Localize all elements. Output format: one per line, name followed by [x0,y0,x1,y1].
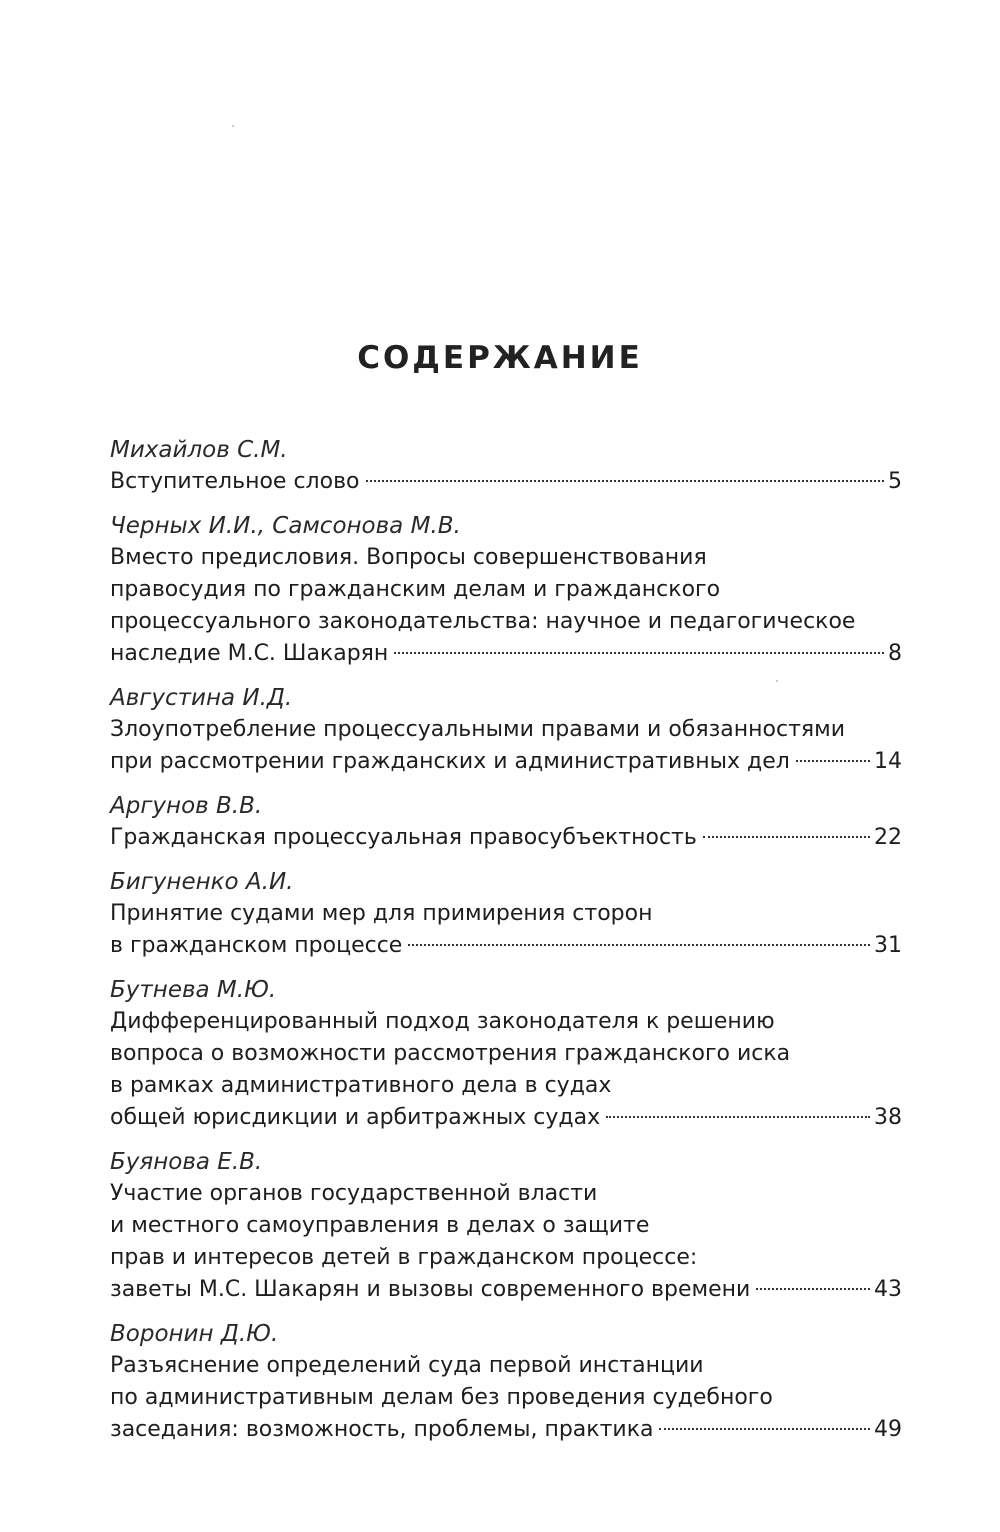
toc-entry [110,434,902,498]
toc-entry-author: Черных И.И., Самсонова М.В. [110,513,461,539]
toc-entry-title-last-line [110,822,902,854]
toc-entry-page-number: 8 [888,641,902,666]
toc-entry [110,974,902,1134]
toc-entry-title-text: Гражданская процессуальная правосубъектность [110,825,697,850]
toc-entry-author: Воронин Д.Ю. [110,1321,279,1347]
toc-entry-title-text: заветы М.С. Шакарян и вызовы современного времени [110,1277,751,1302]
dot-leader [659,1428,870,1430]
toc-entry-title-line: в рамках административного дела в судах [110,1073,612,1098]
toc-entry-title-last-line [110,1102,902,1134]
dot-leader [366,480,885,482]
toc-entry-title-line: Принятие судами мер для примирения сторон [110,901,653,926]
toc-entry-page-number: 38 [874,1105,902,1130]
toc-entry-title-line: Разъяснение определений суда первой инстанции [110,1353,704,1378]
toc-entry-page-number: 22 [874,825,902,850]
toc-entry-title-last-line [110,930,902,962]
toc-entry-title-line: прав и интересов детей в гражданском процессе: [110,1245,698,1270]
toc-entry-page-number: 14 [874,749,902,774]
toc-entry [110,1318,902,1446]
table-of-contents [110,434,902,1458]
toc-entry-title-last-line [110,1274,902,1306]
toc-entry [110,1146,902,1306]
toc-entry-title-text: наследие М.С. Шакарян [110,641,389,666]
toc-entry-title-line: правосудия по гражданским делам и гражданского [110,577,721,602]
toc-entry-title-text: заседания: возможность, проблемы, практика [110,1417,654,1442]
toc-entry-title-line: вопроса о возможности рассмотрения гражданского иска [110,1041,791,1066]
toc-entry-title-line: Участие органов государственной власти [110,1181,598,1206]
dot-leader [408,944,870,946]
paper-speck [232,125,234,127]
toc-entry-author: Бутнева М.Ю. [110,977,277,1003]
toc-entry-title-text: общей юрисдикции и арбитражных судах [110,1105,601,1130]
toc-entry-title-last-line [110,638,902,670]
toc-entry-title-text: в гражданском процессе [110,933,403,958]
toc-entry-title-line: Злоупотребление процессуальными правами и обязанностями [110,717,846,742]
toc-entry-author: Аргунов В.В. [110,793,263,819]
toc-entry-title-line: Вместо предисловия. Вопросы совершенствования [110,545,707,570]
dot-leader [756,1288,870,1290]
toc-entry-author: Бигуненко А.И. [110,869,294,895]
toc-entry-title-text: Вступительное слово [110,469,360,494]
toc-entry [110,866,902,962]
toc-entry [110,682,902,778]
toc-entry-title-line: по административным делам без проведения судебного [110,1385,773,1410]
toc-entry-title-line: Дифференцированный подход законодателя к решению [110,1009,775,1034]
dot-leader [796,760,870,762]
toc-entry-title-last-line [110,466,902,498]
toc-entry-author: Буянова Е.В. [110,1149,263,1175]
toc-entry-title-line: процессуального законодательства: научное и педагогическое [110,609,856,634]
dot-leader [606,1116,870,1118]
toc-entry-title-last-line [110,1414,902,1446]
toc-entry-page-number: 49 [874,1417,902,1442]
toc-entry-title-text: при рассмотрении гражданских и административных дел [110,749,790,774]
dot-leader [703,836,870,838]
toc-entry-page-number: 43 [874,1277,902,1302]
page-title: СОДЕРЖАНИЕ [357,340,643,376]
toc-entry [110,510,902,670]
toc-entry-page-number: 31 [874,933,902,958]
toc-entry-author: Михайлов С.М. [110,437,288,463]
toc-entry [110,790,902,854]
dot-leader [394,652,884,654]
toc-entry-author: Августина И.Д. [110,685,293,711]
toc-entry-title-last-line [110,746,902,778]
toc-entry-title-line: и местного самоуправления в делах о защите [110,1213,650,1238]
toc-entry-page-number: 5 [888,469,902,494]
